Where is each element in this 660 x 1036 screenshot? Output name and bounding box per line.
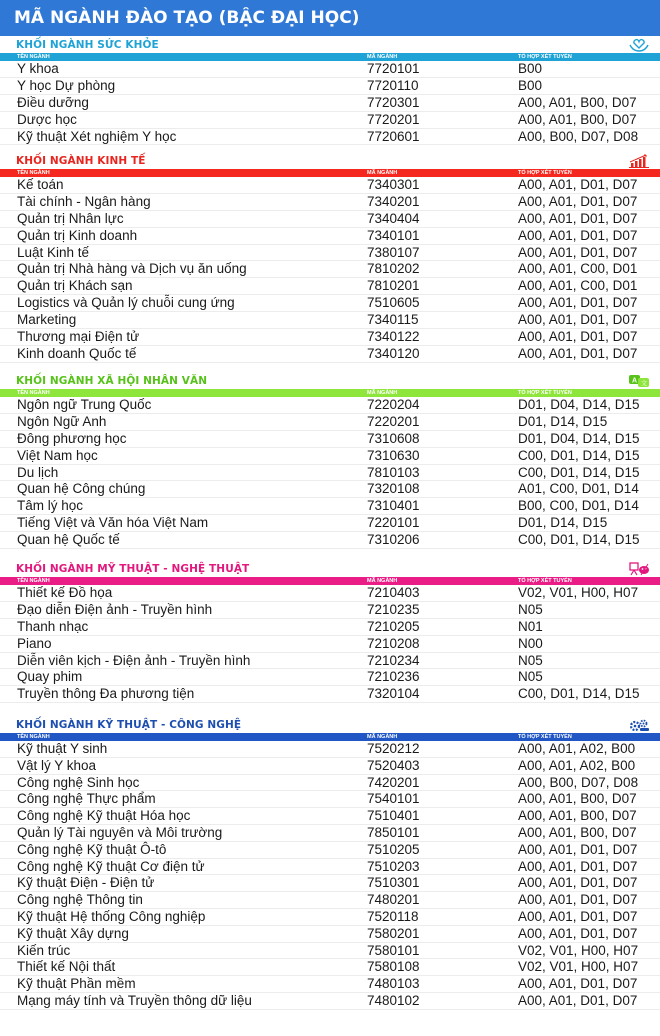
col-combo-header: TỔ HỢP XÉT TUYỂN [518, 170, 572, 176]
table-row [0, 669, 660, 686]
subject-combination: A01, C00, D01, D14 [518, 481, 639, 497]
major-code: 7850101 [367, 824, 420, 840]
table-row [0, 686, 660, 703]
subject-combination: C00, D01, D14, D15 [518, 532, 640, 548]
major-code: 7720101 [367, 61, 420, 76]
col-name-header: TÊN NGÀNH [17, 170, 50, 176]
table-row [0, 129, 660, 146]
subject-combination: A00, A01, D01, D07 [518, 858, 638, 874]
major-name: Đông phương học [17, 430, 127, 446]
major-code: 7340101 [367, 227, 420, 243]
table-row [0, 859, 660, 876]
major-name: Y học Dự phòng [17, 77, 116, 93]
col-name-header: TÊN NGÀNH [17, 734, 50, 740]
subject-combination: A00, A01, B00, D07 [518, 94, 637, 110]
major-code: 7540101 [367, 791, 420, 807]
table-row [0, 909, 660, 926]
major-name: Công nghệ Kỹ thuật Hóa học [17, 808, 191, 824]
major-code: 7510401 [367, 808, 420, 824]
table-row [0, 481, 660, 498]
subject-combination: B00, C00, D01, D14 [518, 498, 639, 514]
subject-combination: V02, V01, H00, H07 [518, 942, 639, 958]
language-bubbles-icon [628, 374, 650, 388]
major-name: Quản trị Kinh doanh [17, 227, 138, 243]
subject-combination: D01, D14, D15 [518, 413, 608, 429]
major-code: 7420201 [367, 774, 420, 790]
table-row [0, 976, 660, 993]
major-name: Quay phim [17, 669, 83, 685]
major-code: 7480103 [367, 976, 420, 992]
major-name: Du lịch [17, 464, 59, 480]
table-row [0, 532, 660, 549]
major-code: 7480201 [367, 892, 420, 908]
major-name: Kế toán [17, 177, 64, 192]
major-code: 7340301 [367, 177, 420, 192]
major-name: Kỹ thuật Xây dựng [17, 925, 129, 941]
major-code: 7580108 [367, 959, 420, 975]
major-name: Việt Nam học [17, 447, 98, 463]
subject-combination: C00, D01, D14, D15 [518, 464, 640, 480]
table-row [0, 892, 660, 909]
major-name: Đạo diễn Điện ảnh - Truyền hình [17, 601, 213, 617]
subject-combination: A00, A01, D01, D07 [518, 345, 638, 361]
major-code: 7310206 [367, 532, 420, 548]
major-code: 7340120 [367, 345, 420, 361]
major-code: 7810202 [367, 261, 420, 277]
table-row [0, 194, 660, 211]
table-row [0, 245, 660, 262]
major-code: 7220201 [367, 413, 420, 429]
major-code: 7210208 [367, 635, 420, 651]
table-row [0, 346, 660, 363]
subject-combination: A00, A01, D01, D07 [518, 312, 638, 328]
major-name: Quản lý Tài nguyên và Môi trường [17, 824, 223, 840]
table-row [0, 959, 660, 976]
major-name: Quản trị Khách sạn [17, 278, 133, 294]
table-row [0, 295, 660, 312]
subject-combination: D01, D04, D14, D15 [518, 397, 640, 412]
col-name-header: TÊN NGÀNH [17, 578, 50, 584]
table-row [0, 993, 660, 1010]
major-code: 7520212 [367, 741, 420, 756]
major-name: Quan hệ Quốc tế [17, 532, 120, 548]
section-fine-arts [0, 560, 660, 703]
major-code: 7510203 [367, 858, 420, 874]
table-row [0, 619, 660, 636]
major-name: Thiết kế Nội thất [17, 959, 116, 975]
subject-combination: A00, A01, B00, D07 [518, 824, 637, 840]
section-title: KHỐI NGÀNH KỸ THUẬT - CÔNG NGHỆ [16, 719, 242, 731]
col-combo-header: TỔ HỢP XÉT TUYỂN [518, 390, 572, 396]
table-row [0, 228, 660, 245]
table-row [0, 775, 660, 792]
table-row [0, 112, 660, 129]
major-name: Luật Kinh tế [17, 244, 90, 260]
major-code: 7320108 [367, 481, 420, 497]
major-code: 7340115 [367, 312, 419, 328]
subject-combination: B00 [518, 61, 543, 76]
major-name: Vật lý Y khoa [17, 757, 97, 773]
major-name: Tiếng Việt và Văn hóa Việt Nam [17, 515, 209, 531]
col-name-header: TÊN NGÀNH [17, 390, 50, 396]
subject-combination: A00, A01, D01, D07 [518, 210, 638, 226]
health-hands-heart-icon [628, 38, 650, 52]
subject-combination: N05 [518, 652, 543, 668]
major-name: Công nghệ Thực phẩm [17, 791, 156, 807]
col-code-header: MÃ NGÀNH [367, 54, 398, 60]
subject-combination: A00, A01, D01, D07 [518, 177, 638, 192]
subject-combination: A00, A01, B00, D07 [518, 111, 637, 127]
major-name: Kiến trúc [17, 942, 71, 958]
subject-combination: A00, B00, D07, D08 [518, 774, 639, 790]
table-row [0, 602, 660, 619]
subject-combination: A00, A01, D01, D07 [518, 875, 638, 891]
subject-combination: A00, A01, B00, D07 [518, 808, 637, 824]
subject-combination: A00, A01, D01, D07 [518, 925, 638, 941]
col-code-header: MÃ NGÀNH [367, 170, 398, 176]
major-code: 7340201 [367, 193, 420, 209]
table-row [0, 943, 660, 960]
major-name: Công nghệ Kỹ thuật Cơ điện tử [17, 858, 205, 874]
section-engineering-technology [0, 716, 660, 1010]
table-row [0, 791, 660, 808]
major-name: Tâm lý học [17, 498, 84, 514]
table-row [0, 498, 660, 515]
major-name: Kỹ thuật Xét nghiệm Y học [17, 128, 177, 144]
major-name: Công nghệ Sinh học [17, 774, 140, 790]
table-row [0, 397, 660, 414]
subject-combination: A00, A01, D01, D07 [518, 841, 638, 857]
major-code: 7210236 [367, 669, 420, 685]
section-health [0, 36, 660, 145]
column-header-bar [0, 577, 660, 585]
major-name: Kỹ thuật Điện - Điện tử [17, 875, 155, 891]
subject-combination: V02, V01, H00, H07 [518, 585, 639, 600]
major-code: 7210235 [367, 601, 420, 617]
table-row [0, 585, 660, 602]
col-combo-header: TỔ HỢP XÉT TUYỂN [518, 734, 572, 740]
table-row [0, 61, 660, 78]
major-code: 7320104 [367, 686, 420, 702]
major-name: Thiết kế Đồ họa [17, 585, 113, 600]
subject-combination: A00, A01, D01, D07 [518, 976, 638, 992]
table-row [0, 312, 660, 329]
subject-combination: A00, A01, B00, D07 [518, 791, 637, 807]
col-code-header: MÃ NGÀNH [367, 734, 398, 740]
subject-combination: D01, D04, D14, D15 [518, 430, 640, 446]
subject-combination: A00, A01, D01, D07 [518, 244, 638, 260]
subject-combination: A00, A01, C00, D01 [518, 261, 638, 277]
subject-combination: V02, V01, H00, H07 [518, 959, 639, 975]
svg-text:A: A [632, 377, 638, 385]
svg-text:文: 文 [641, 381, 648, 388]
subject-combination: N05 [518, 669, 543, 685]
gears-tech-icon [628, 718, 650, 732]
major-name: Tài chính - Ngân hàng [17, 193, 151, 209]
section-title: KHỐI NGÀNH KINH TẾ [16, 155, 146, 167]
column-header-bar [0, 169, 660, 177]
subject-combination: B00 [518, 77, 543, 93]
subject-combination: A00, A01, C00, D01 [518, 278, 638, 294]
column-header-bar [0, 53, 660, 61]
major-name: Điều dưỡng [17, 94, 89, 110]
major-code: 7210205 [367, 618, 420, 634]
major-list [0, 61, 660, 145]
easel-palette-icon [628, 562, 650, 576]
major-name: Ngôn Ngữ Anh [17, 413, 107, 429]
section-social-humanities [0, 372, 660, 549]
table-row [0, 95, 660, 112]
major-name: Dược học [17, 111, 77, 127]
table-row [0, 431, 660, 448]
major-code: 7510205 [367, 841, 420, 857]
col-code-header: MÃ NGÀNH [367, 578, 398, 584]
table-row [0, 448, 660, 465]
major-code: 7310608 [367, 430, 420, 446]
major-name: Thương mại Điện tử [17, 329, 140, 345]
major-code: 7210403 [367, 585, 420, 600]
major-code: 7580201 [367, 925, 420, 941]
col-combo-header: TỔ HỢP XÉT TUYỂN [518, 578, 572, 584]
major-code: 7810103 [367, 464, 420, 480]
subject-combination: A00, A01, D01, D07 [518, 295, 638, 311]
major-name: Mạng máy tính và Truyền thông dữ liệu [17, 992, 252, 1008]
major-name: Logistics và Quản lý chuỗi cung ứng [17, 295, 235, 311]
table-row [0, 278, 660, 295]
major-name: Piano [17, 635, 52, 651]
major-code: 7520403 [367, 757, 420, 773]
col-combo-header: TỔ HỢP XÉT TUYỂN [518, 54, 572, 60]
table-row [0, 875, 660, 892]
table-row [0, 177, 660, 194]
major-name: Thanh nhạc [17, 618, 89, 634]
major-code: 7720301 [367, 94, 420, 110]
major-code: 7580101 [367, 942, 420, 958]
subject-combination: N00 [518, 635, 543, 651]
major-code: 7720110 [367, 77, 419, 93]
section-title: KHỐI NGÀNH MỸ THUẬT - NGHỆ THUẬT [16, 563, 250, 575]
table-row [0, 758, 660, 775]
column-header-bar [0, 733, 660, 741]
major-name: Kỹ thuật Hệ thống Công nghiệp [17, 908, 206, 924]
table-row [0, 261, 660, 278]
subject-combination: A00, A01, D01, D07 [518, 992, 638, 1008]
major-code: 7220101 [367, 515, 420, 531]
major-code: 7510301 [367, 875, 420, 891]
table-row [0, 329, 660, 346]
major-list [0, 585, 660, 703]
major-code: 7340404 [367, 210, 420, 226]
subject-combination: A00, B00, D07, D08 [518, 128, 639, 144]
col-name-header: TÊN NGÀNH [17, 54, 50, 60]
major-code: 7480102 [367, 992, 420, 1008]
page-title: MÃ NGÀNH ĐÀO TẠO (BẬC ĐẠI HỌC) [0, 0, 660, 36]
major-name: Quản trị Nhà hàng và Dịch vụ ăn uống [17, 261, 247, 277]
table-row [0, 842, 660, 859]
major-name: Truyền thông Đa phương tiện [17, 686, 195, 702]
subject-combination: N01 [518, 618, 543, 634]
major-name: Công nghệ Thông tin [17, 892, 143, 908]
subject-combination: N05 [518, 601, 543, 617]
major-name: Kỹ thuật Y sinh [17, 741, 108, 756]
major-code: 7310401 [367, 498, 420, 514]
major-name: Diễn viên kịch - Điện ảnh - Truyền hình [17, 652, 251, 668]
section-title: KHỐI NGÀNH SỨC KHỎE [16, 39, 159, 51]
subject-combination: A00, A01, D01, D07 [518, 892, 638, 908]
major-name: Kinh doanh Quốc tế [17, 345, 137, 361]
major-list [0, 397, 660, 549]
table-row [0, 741, 660, 758]
major-name: Marketing [17, 312, 77, 328]
major-name: Y khoa [17, 61, 59, 76]
subject-combination: C00, D01, D14, D15 [518, 686, 640, 702]
subject-combination: A00, A01, D01, D07 [518, 329, 638, 345]
major-list [0, 741, 660, 1010]
major-code: 7310630 [367, 447, 420, 463]
major-code: 7220204 [367, 397, 420, 412]
major-code: 7340122 [367, 329, 420, 345]
table-row [0, 211, 660, 228]
section-title: KHỐI NGÀNH XÃ HỘI NHÂN VĂN [16, 375, 208, 387]
subject-combination: A00, A01, A02, B00 [518, 741, 636, 756]
major-code: 7380107 [367, 244, 420, 260]
table-row [0, 653, 660, 670]
table-row [0, 78, 660, 95]
table-row [0, 808, 660, 825]
major-code: 7520118 [367, 908, 419, 924]
major-code: 7210234 [367, 652, 420, 668]
major-name: Kỹ thuật Phần mềm [17, 976, 136, 992]
section-economics [0, 152, 660, 363]
subject-combination: A00, A01, D01, D07 [518, 908, 638, 924]
major-name: Công nghệ Kỹ thuật Ô-tô [17, 841, 167, 857]
subject-combination: A00, A01, D01, D07 [518, 227, 638, 243]
table-row [0, 465, 660, 482]
subject-combination: A00, A01, D01, D07 [518, 193, 638, 209]
subject-combination: A00, A01, A02, B00 [518, 757, 636, 773]
major-name: Quan hệ Công chúng [17, 481, 146, 497]
column-header-bar [0, 389, 660, 397]
major-code: 7810201 [367, 278, 420, 294]
table-row [0, 825, 660, 842]
table-row [0, 926, 660, 943]
subject-combination: D01, D14, D15 [518, 515, 608, 531]
major-code: 7510605 [367, 295, 420, 311]
major-name: Quản trị Nhân lực [17, 210, 124, 226]
col-code-header: MÃ NGÀNH [367, 390, 398, 396]
table-row [0, 515, 660, 532]
table-row [0, 636, 660, 653]
major-code: 7720601 [367, 128, 420, 144]
growth-chart-icon [628, 154, 650, 168]
major-code: 7720201 [367, 111, 420, 127]
major-name: Ngôn ngữ Trung Quốc [17, 397, 152, 412]
table-row [0, 414, 660, 431]
major-list [0, 177, 660, 363]
subject-combination: C00, D01, D14, D15 [518, 447, 640, 463]
